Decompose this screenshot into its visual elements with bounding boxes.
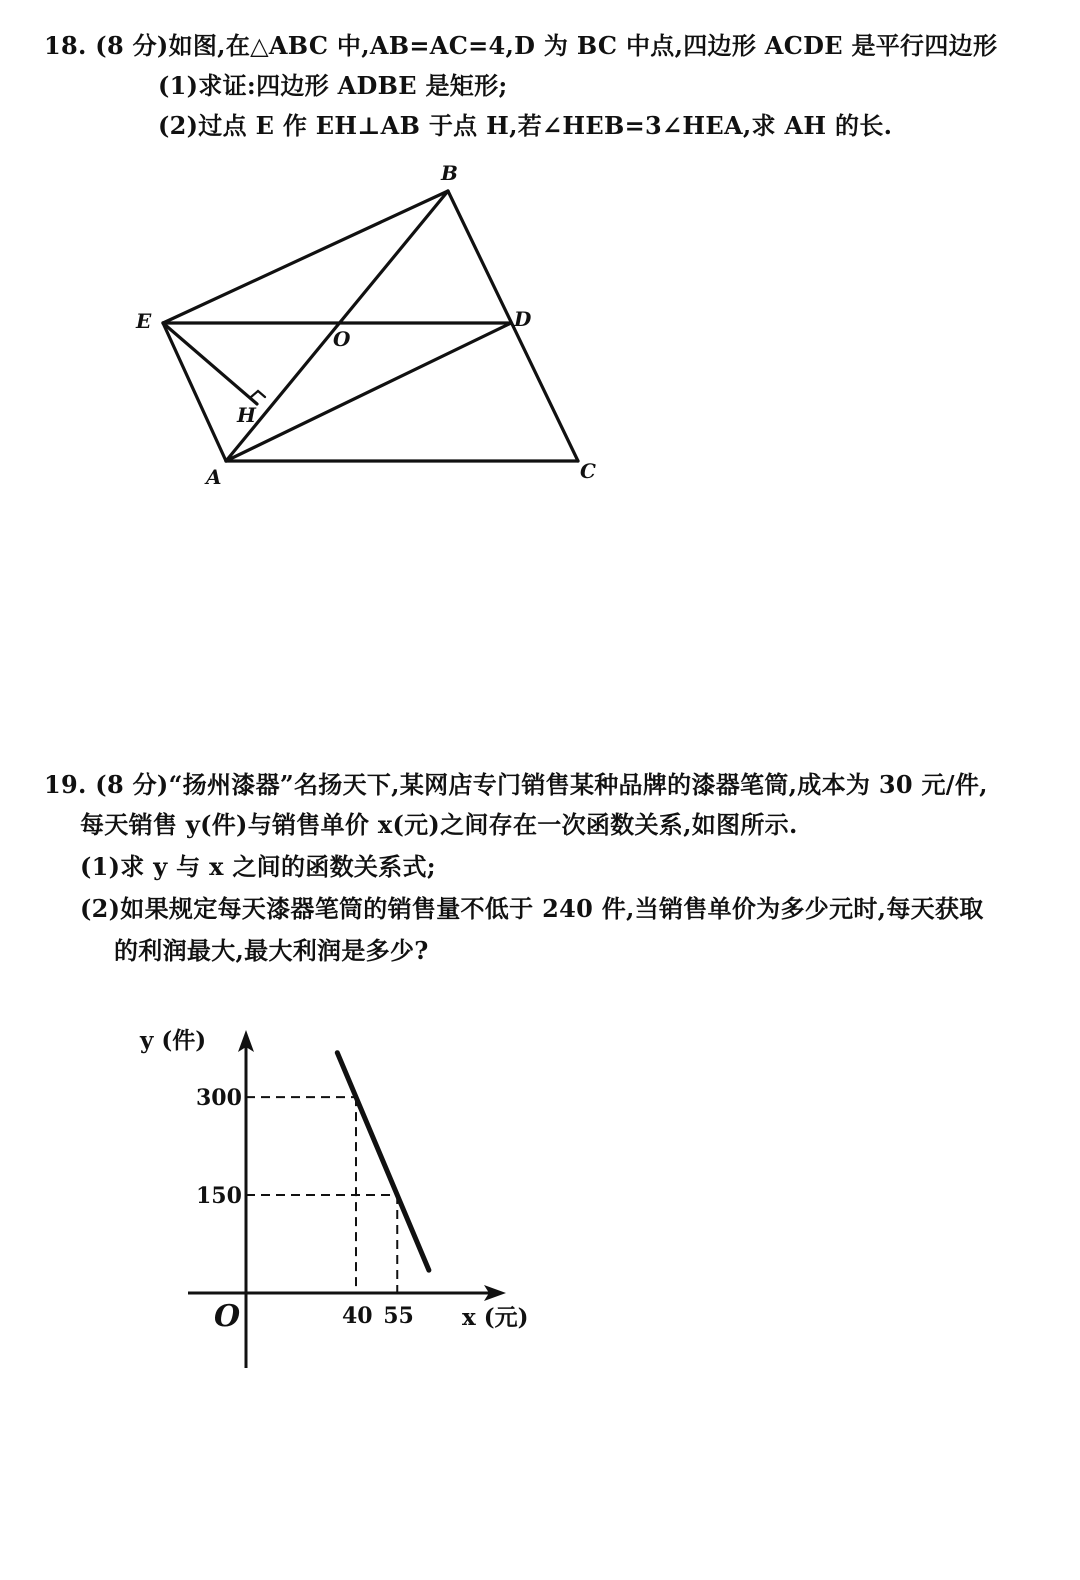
label-B: B: [441, 161, 458, 185]
q19-part2: (2)如果规定每天漆器笔筒的销售量不低于 240 件,当销售单价为多少元时,每天获取: [80, 894, 984, 923]
q18-part2: (2)过点 E 作 EH⊥AB 于点 H,若∠HEB=3∠HEA,求 AH 的长.: [158, 111, 893, 140]
label-A: A: [206, 465, 222, 489]
q18-stem: 18. (8 分)如图,在△ABC 中,AB=AC=4,D 为 BC 中点,四边形 ACDE 是平行四边形: [44, 31, 998, 60]
q19-part2-cont: 的利润最大,最大利润是多少?: [114, 936, 429, 965]
segment-AE: [163, 323, 226, 461]
y-axis-label: y (件): [140, 1027, 207, 1054]
x-tick-label: 40: [342, 1303, 373, 1329]
origin-label: O: [214, 1299, 241, 1334]
label-E: E: [136, 309, 152, 333]
segment-BC: [448, 191, 578, 461]
right-angle-mark: [251, 391, 265, 397]
segment-EH: [163, 323, 257, 404]
q19-stem: 19. (8 分)“扬州漆器”名扬天下,某网店专门销售某种品牌的漆器笔筒,成本为 30 元/件,: [44, 770, 988, 799]
segment-EB: [163, 191, 448, 323]
label-C: C: [580, 459, 596, 483]
label-D: D: [514, 307, 532, 331]
series-line: [337, 1053, 429, 1270]
label-H: H: [237, 403, 256, 427]
x-tick-label: 55: [383, 1303, 414, 1329]
function-graph: [0, 1010, 700, 1390]
x-axis-label: x (元): [462, 1304, 529, 1331]
label-O: O: [333, 327, 351, 351]
q19-part1: (1)求 y 与 x 之间的函数关系式;: [80, 852, 436, 881]
geometry-figure: [0, 150, 700, 510]
segment-AD: [226, 323, 511, 461]
segment-AB: [226, 191, 448, 461]
q19-stem-cont: 每天销售 y(件)与销售单价 x(元)之间存在一次函数关系,如图所示.: [80, 810, 798, 839]
q18-part1: (1)求证:四边形 ADBE 是矩形;: [158, 71, 508, 100]
y-tick-label: 300: [196, 1085, 242, 1112]
y-tick-label: 150: [196, 1183, 242, 1210]
